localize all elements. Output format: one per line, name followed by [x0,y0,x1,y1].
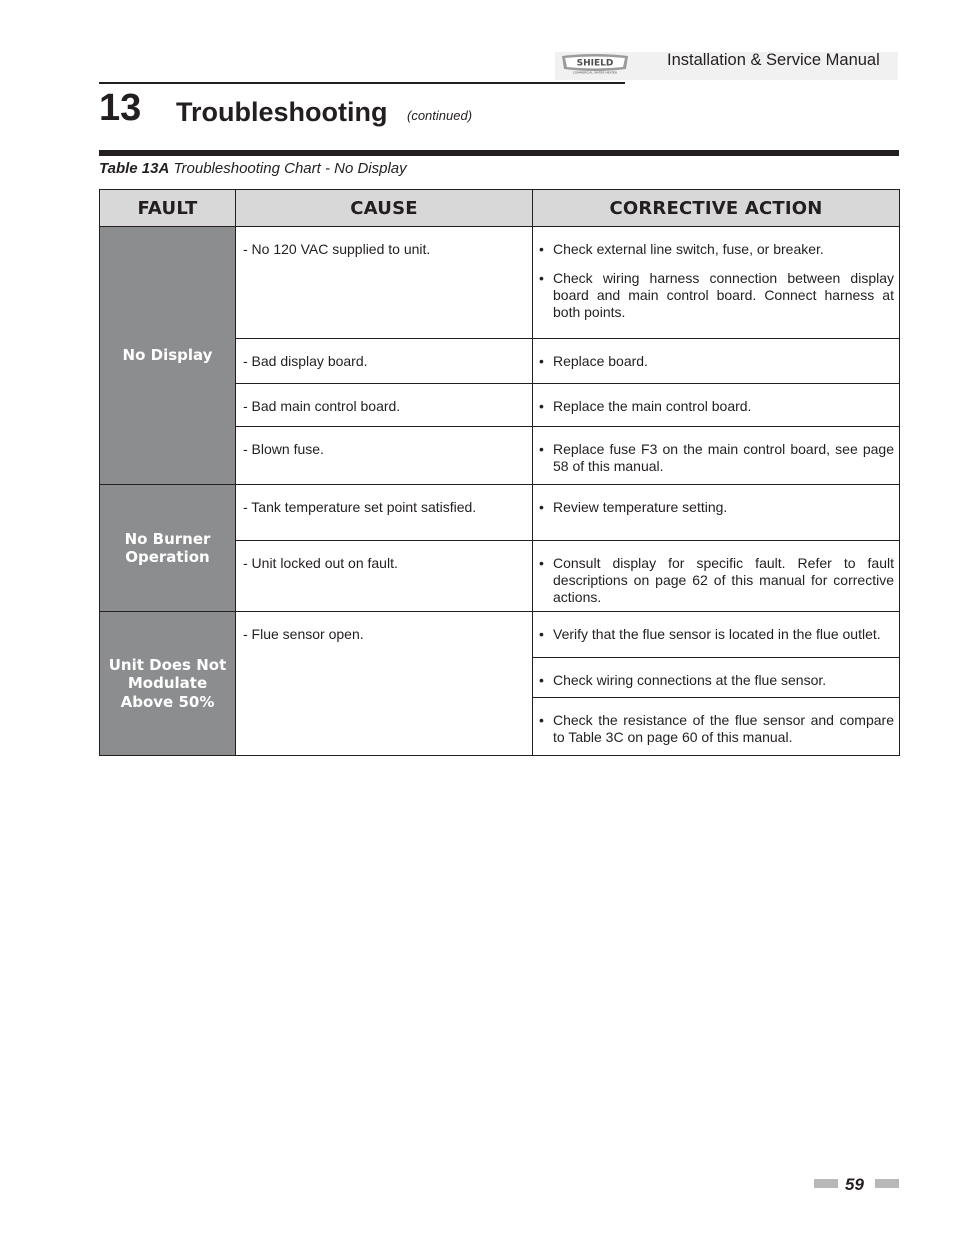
cause-cell: - Bad main control board. [236,384,533,427]
action-cell [533,698,900,756]
action-item [539,441,894,475]
cause-cell: - Tank temperature set point satisfied. [236,485,533,541]
action-text: Check the resistance of the flue sensor and compare to Table 3C on page 60 of this manual. [553,712,894,745]
action-text: Replace board. [553,353,648,369]
cause-header: CAUSE [236,190,533,227]
action-item [539,270,894,321]
action-text: Check external line switch, fuse, or breaker. [553,241,824,257]
action-cell [533,227,900,339]
chapter-number: 13 [99,87,142,129]
action-item [539,555,894,606]
action-cell [533,541,900,612]
section-rule [99,150,899,156]
action-header: CORRECTIVE ACTION [533,190,900,227]
action-item [539,499,894,516]
action-text: Consult display for specific fault. Refer to fault descriptions on page 62 of this manual for corrective actions. [553,555,894,605]
action-cell [533,339,900,384]
page-number: 59 [845,1175,864,1194]
fault-cell: No Burner Operation [100,485,236,612]
action-cell [533,427,900,485]
table-row [100,227,900,339]
action-text: Replace fuse F3 on the main control board, see page 58 of this manual. [553,441,894,474]
action-item [539,672,894,689]
bullet-icon: • [539,626,544,642]
action-text: Check wiring harness connection between display board and main control board. Connect harness at both points. [553,270,894,320]
bullet-icon: • [539,499,544,515]
shield-logo [560,53,630,75]
bullet-icon: • [539,241,544,257]
bullet-icon: • [539,672,544,688]
fault-cell: Unit Does Not Modulate Above 50% [100,612,236,756]
page-marker-left [814,1179,838,1188]
action-text: Replace the main control board. [553,398,752,414]
table-row [100,485,900,541]
bullet-icon: • [539,555,544,571]
table-caption [99,160,407,177]
chapter-title: Troubleshooting [176,97,388,127]
page-marker-right [875,1179,899,1188]
action-cell [533,485,900,541]
action-text: Verify that the flue sensor is located in the flue outlet. [553,626,881,642]
action-item [539,712,894,746]
continued-label: (continued) [407,108,473,123]
action-item [539,626,894,643]
cause-cell: - Blown fuse. [236,427,533,485]
action-text: Review temperature setting. [553,499,728,515]
bullet-icon: • [539,353,544,369]
cause-cell: - Flue sensor open. [236,612,533,756]
table-row [100,612,900,658]
fault-cell: No Display [100,227,236,485]
cause-cell: - Bad display board. [236,339,533,384]
table-caption-label: Table 13A [99,160,170,177]
troubleshooting-table [99,189,900,756]
logo-text: SHIELD [576,58,614,69]
bullet-icon: • [539,398,544,414]
action-cell [533,658,900,698]
action-item [539,353,894,370]
action-item [539,241,894,258]
header-rule [99,82,625,84]
cause-cell: - No 120 VAC supplied to unit. [236,227,533,339]
action-cell [533,612,900,658]
action-text: Check wiring connections at the flue sensor. [553,672,827,688]
bullet-icon: • [539,270,544,286]
bullet-icon: • [539,712,544,728]
bullet-icon: • [539,441,544,457]
fault-header: FAULT [100,190,236,227]
table-header-row [100,190,900,227]
cause-cell: - Unit locked out on fault. [236,541,533,612]
logo-tagline: COMMERCIAL WATER HEATER [572,70,618,75]
action-item [539,398,894,415]
action-cell [533,384,900,427]
table-caption-text: Troubleshooting Chart - No Display [169,160,407,177]
manual-title: Installation & Service Manual [667,51,880,69]
